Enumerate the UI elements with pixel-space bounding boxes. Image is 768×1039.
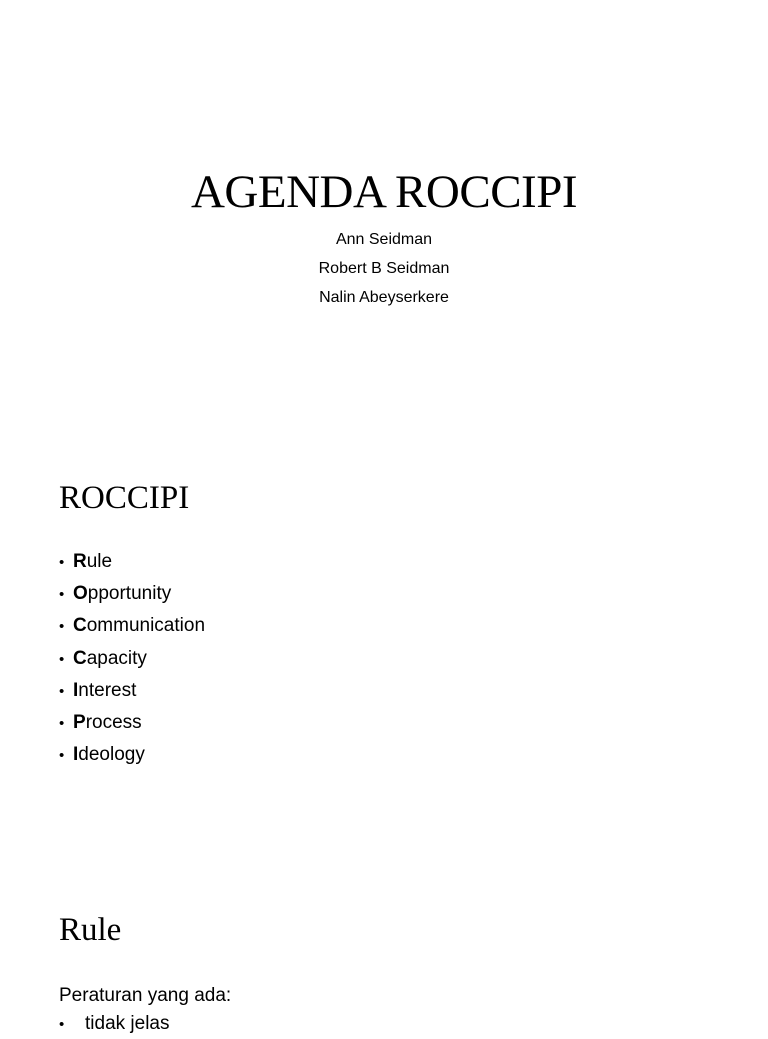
item-rest: pportunity <box>87 583 172 605</box>
list-item <box>59 580 205 612</box>
list-item <box>59 709 205 741</box>
item-initial: I <box>73 744 79 766</box>
item-initial: O <box>73 583 88 605</box>
bullet-icon: • <box>59 747 65 765</box>
item-initial: R <box>73 551 87 572</box>
slide-heading: ROCCIPI <box>59 480 190 516</box>
bullet-icon: • <box>59 618 65 636</box>
list-item <box>59 548 205 580</box>
item-rest: ule <box>86 551 113 572</box>
item-text: tidak jelas <box>85 1013 170 1034</box>
title-slide <box>0 0 768 432</box>
bullet-icon: • <box>59 714 65 732</box>
list-item <box>59 677 205 709</box>
roccipi-list <box>59 548 205 773</box>
item-rest: rocess <box>85 711 142 733</box>
slide-title: AGENDA ROCCIPI <box>190 166 577 218</box>
slide-body-text: Peraturan yang ada: <box>59 985 232 1006</box>
bullet-icon: • <box>59 586 65 604</box>
item-initial: I <box>73 679 79 701</box>
bullet-icon: • <box>59 650 65 668</box>
bullet-icon: • <box>59 554 65 571</box>
item-initial: P <box>73 711 86 733</box>
item-rest: apacity <box>86 647 147 669</box>
item-initial: C <box>73 615 87 637</box>
list-item <box>59 612 205 644</box>
list-item <box>59 1010 170 1039</box>
item-initial: C <box>73 647 87 669</box>
author-name: Ann Seidman <box>335 231 433 248</box>
item-rest: nterest <box>78 679 137 701</box>
author-name: Robert B Seidman <box>318 260 450 277</box>
author-list <box>0 228 768 315</box>
bullet-icon: • <box>59 682 65 700</box>
item-rest: ommunication <box>86 615 206 637</box>
rule-slide <box>0 864 768 1034</box>
list-item <box>59 645 205 677</box>
list-item <box>59 741 205 773</box>
bullet-icon: • <box>59 1016 65 1033</box>
slide-heading: Rule <box>59 912 122 948</box>
item-rest: deology <box>78 744 145 766</box>
author-name: Nalin Abeyserkere <box>319 289 449 306</box>
roccipi-slide <box>0 432 768 864</box>
